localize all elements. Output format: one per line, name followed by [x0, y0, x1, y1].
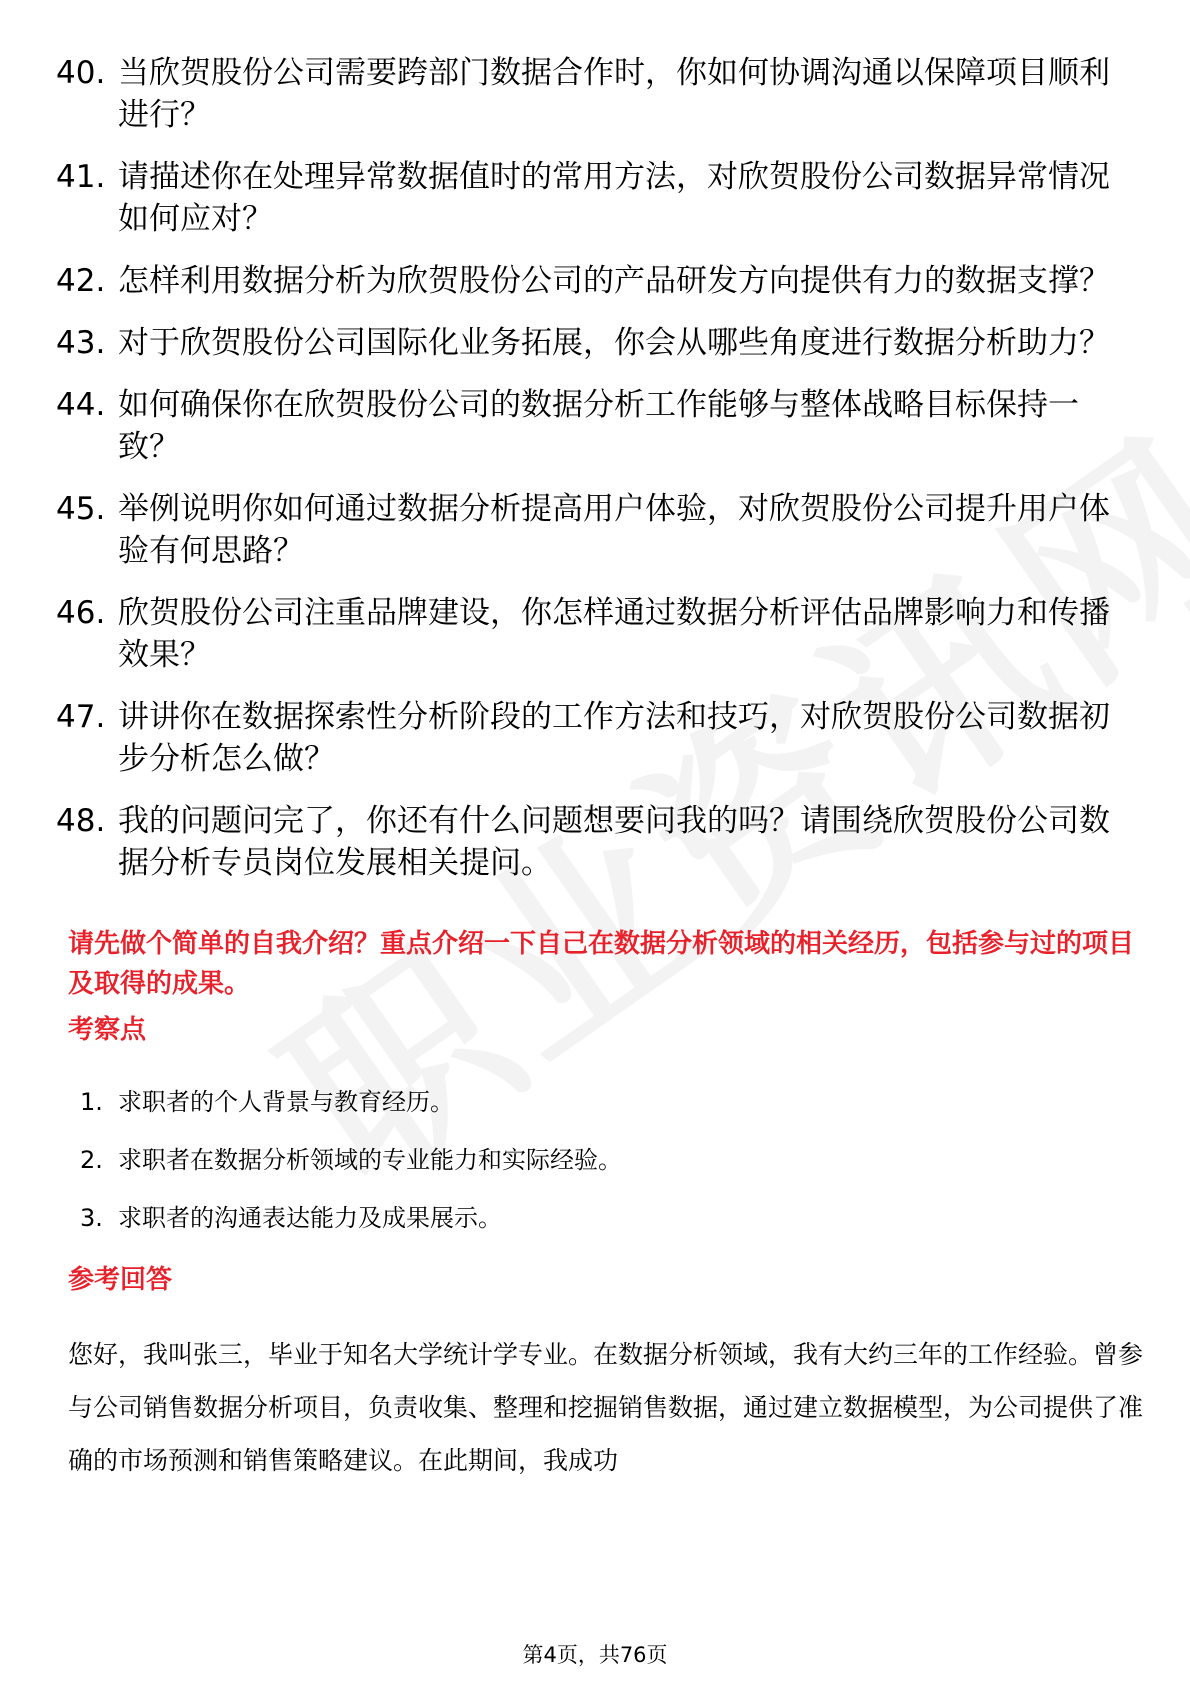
question-text: 对于欣贺股份公司国际化业务拓展，你会从哪些角度进行数据分析助力？: [118, 325, 1110, 361]
question-item: [56, 52, 1146, 136]
question-list: [56, 52, 1146, 904]
question-number: 43.: [56, 325, 106, 361]
question-item: [56, 384, 1146, 468]
point-item: [80, 1142, 1140, 1178]
point-number: 1.: [80, 1088, 103, 1116]
point-text: 求职者的沟通表达能力及成果展示。: [118, 1204, 502, 1232]
question-item: [56, 322, 1146, 364]
question-text: 欣贺股份公司注重品牌建设，你怎样通过数据分析评估品牌影响力和传播效果？: [118, 595, 1110, 673]
question-number: 40.: [56, 55, 106, 91]
question-item: [56, 156, 1146, 240]
point-item: [80, 1200, 1140, 1236]
question-number: 46.: [56, 595, 106, 631]
question-number: 44.: [56, 387, 106, 423]
points-list: [80, 1084, 1140, 1258]
question-number: 45.: [56, 491, 106, 527]
page-footer: 第4页，共76页: [522, 1643, 668, 1667]
question-number: 48.: [56, 803, 106, 839]
question-number: 47.: [56, 699, 106, 735]
point-item: [80, 1084, 1140, 1120]
question-item: [56, 696, 1146, 780]
question-text: 讲讲你在数据探索性分析阶段的工作方法和技巧，对欣贺股份公司数据初步分析怎么做？: [118, 699, 1110, 777]
question-item: [56, 592, 1146, 676]
question-text: 怎样利用数据分析为欣贺股份公司的产品研发方向提供有力的数据支撑？: [118, 263, 1110, 299]
question-text: 如何确保你在欣贺股份公司的数据分析工作能够与整体战略目标保持一致？: [118, 387, 1079, 465]
points-title: 考察点: [68, 1015, 147, 1045]
question-text: 举例说明你如何通过数据分析提高用户体验，对欣贺股份公司提升用户体验有何思路？: [118, 491, 1110, 569]
question-text: 请描述你在处理异常数据值时的常用方法，对欣贺股份公司数据异常情况如何应对？: [118, 159, 1110, 237]
answer-paragraph: 您好，我叫张三，毕业于知名大学统计学专业。在数据分析领域，我有大约三年的工作经验。曾参与公司销售数据分析项目，负责收集、整理和挖掘销售数据，通过建立数据模型，为公司提供了准确的市场预测和销售策略建议。在此期间，我成功: [68, 1340, 1144, 1475]
question-item: [56, 488, 1146, 572]
point-number: 2.: [80, 1146, 103, 1174]
question-number: 42.: [56, 263, 106, 299]
point-text: 求职者的个人背景与教育经历。: [118, 1088, 454, 1116]
answer-title: 参考回答: [68, 1265, 173, 1295]
interview-prompt: 请先做个简单的自我介绍？重点介绍一下自己在数据分析领域的相关经历，包括参与过的项目及取得的成果。: [68, 929, 1135, 999]
question-item: [56, 260, 1146, 302]
point-text: 求职者在数据分析领域的专业能力和实际经验。: [118, 1146, 622, 1174]
question-item: [56, 800, 1146, 884]
question-number: 41.: [56, 159, 106, 195]
question-text: 我的问题问完了，你还有什么问题想要问我的吗？请围绕欣贺股份公司数据分析专员岗位发展相关提问。: [118, 803, 1110, 881]
point-number: 3.: [80, 1204, 103, 1232]
question-text: 当欣贺股份公司需要跨部门数据合作时，你如何协调沟通以保障项目顺利进行？: [118, 55, 1110, 133]
